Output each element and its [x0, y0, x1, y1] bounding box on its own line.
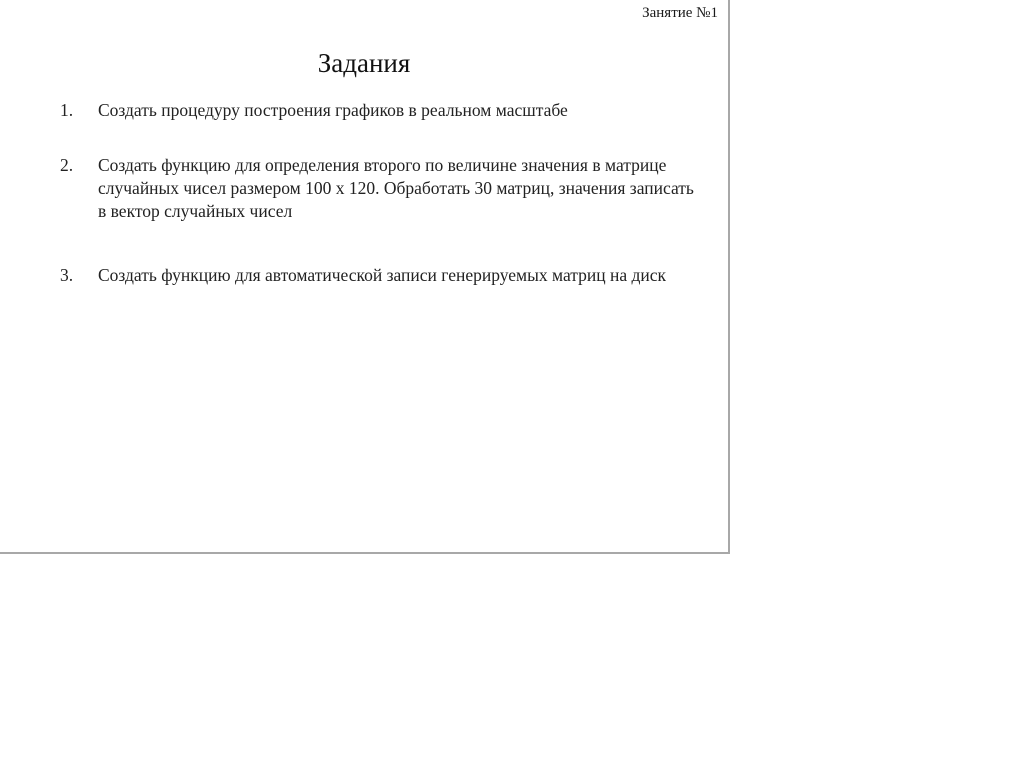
slide-title: Задания — [317, 48, 411, 78]
task-text: Создать функцию для определения второго по величине значения в матрице случайных чисел размером 100 х 120. Обработать 30 матриц, значения записать в вектор случайных чисел — [98, 155, 694, 221]
task-number: 2. — [60, 155, 74, 175]
task-item — [60, 99, 700, 122]
task-text: Создать процедуру построения графиков в реальном масштабе — [98, 100, 568, 120]
task-list — [60, 99, 700, 287]
task-text: Создать функцию для автоматической записи генерируемых матриц на диск — [98, 265, 667, 285]
task-number: 3. — [60, 265, 74, 285]
task-item — [60, 154, 700, 223]
lesson-label: Занятие №1 — [642, 5, 718, 21]
task-item — [60, 264, 700, 287]
task-number: 1. — [60, 100, 74, 120]
